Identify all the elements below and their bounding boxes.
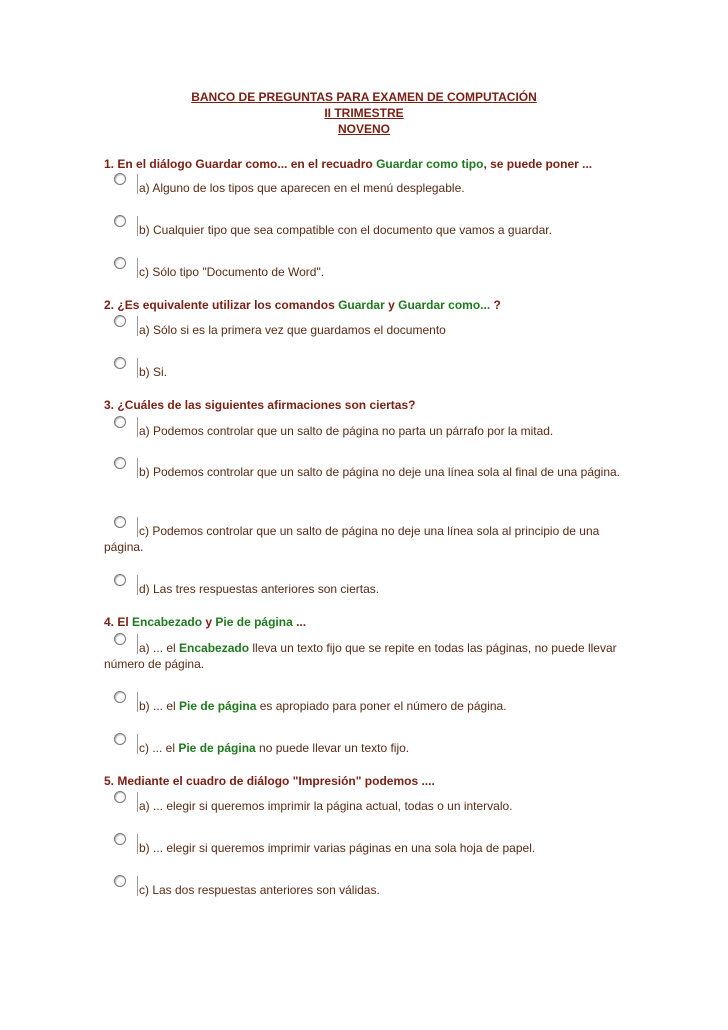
radio-button[interactable] <box>114 574 126 586</box>
option-4a[interactable]: a) ... el Encabezado lleva un texto fijo que se repite en todas las páginas, no puede llevar número de página. <box>104 640 632 672</box>
question-3: 3. ¿Cuáles de las siguientes afirmaciones son ciertas? <box>104 398 416 412</box>
radio-button[interactable] <box>114 633 126 645</box>
option-4b[interactable]: b) ... el Pie de página es apropiado para poner el número de página. <box>104 698 632 714</box>
option-2b[interactable]: b) Si. <box>104 364 632 380</box>
question-4: 4. El Encabezado y Pie de página ... <box>104 615 307 629</box>
radio-button[interactable] <box>114 791 126 803</box>
option-3c[interactable]: c) Podemos controlar que un salto de página no deje una línea sola al principio de una página. <box>104 523 632 555</box>
radio-button[interactable] <box>114 457 126 469</box>
option-1b[interactable]: b) Cualquier tipo que sea compatible con el documento que vamos a guardar. <box>104 222 632 238</box>
header-title: BANCO DE PREGUNTAS PARA EXAMEN DE COMPUTACIÓN <box>191 90 537 104</box>
radio-button[interactable] <box>114 315 126 327</box>
radio-button[interactable] <box>114 516 126 528</box>
question-1: 1. En el diálogo Guardar como... en el recuadro Guardar como tipo, se puede poner ... <box>104 157 593 171</box>
radio-button[interactable] <box>114 833 126 845</box>
radio-button[interactable] <box>114 416 126 428</box>
header-grade: NOVENO <box>337 122 390 136</box>
option-2a[interactable]: a) Sólo si es la primera vez que guardamos el documento <box>104 322 632 338</box>
question-2: 2. ¿Es equivalente utilizar los comandos Guardar y Guardar como... ? <box>104 298 501 312</box>
radio-button[interactable] <box>114 875 126 887</box>
header-trimester: II TRIMESTRE <box>324 106 404 120</box>
option-4c[interactable]: c) ... el Pie de página no puede llevar un texto fijo. <box>104 740 632 756</box>
option-1a[interactable]: a) Alguno de los tipos que aparecen en el menú desplegable. <box>104 180 632 196</box>
radio-button[interactable] <box>114 691 126 703</box>
option-5b[interactable]: b) ... elegir si queremos imprimir varias páginas en una sola hoja de papel. <box>104 840 632 856</box>
radio-button[interactable] <box>114 257 126 269</box>
option-5a[interactable]: a) ... elegir si queremos imprimir la página actual, todas o un intervalo. <box>104 798 632 814</box>
document-header <box>0 89 728 137</box>
radio-button[interactable] <box>114 215 126 227</box>
option-3a[interactable]: a) Podemos controlar que un salto de página no parta un párrafo por la mitad. <box>104 423 632 439</box>
radio-button[interactable] <box>114 733 126 745</box>
option-3d[interactable]: d) Las tres respuestas anteriores son ciertas. <box>104 581 632 597</box>
radio-button[interactable] <box>114 173 126 185</box>
question-5: 5. Mediante el cuadro de diálogo "Impresión" podemos .... <box>104 774 435 788</box>
option-5c[interactable]: c) Las dos respuestas anteriores son válidas. <box>104 882 632 898</box>
radio-button[interactable] <box>114 357 126 369</box>
option-1c[interactable]: c) Sólo tipo "Documento de Word". <box>104 264 632 280</box>
option-3b[interactable]: b) Podemos controlar que un salto de página no deje una línea sola al final de una página. <box>104 464 632 480</box>
